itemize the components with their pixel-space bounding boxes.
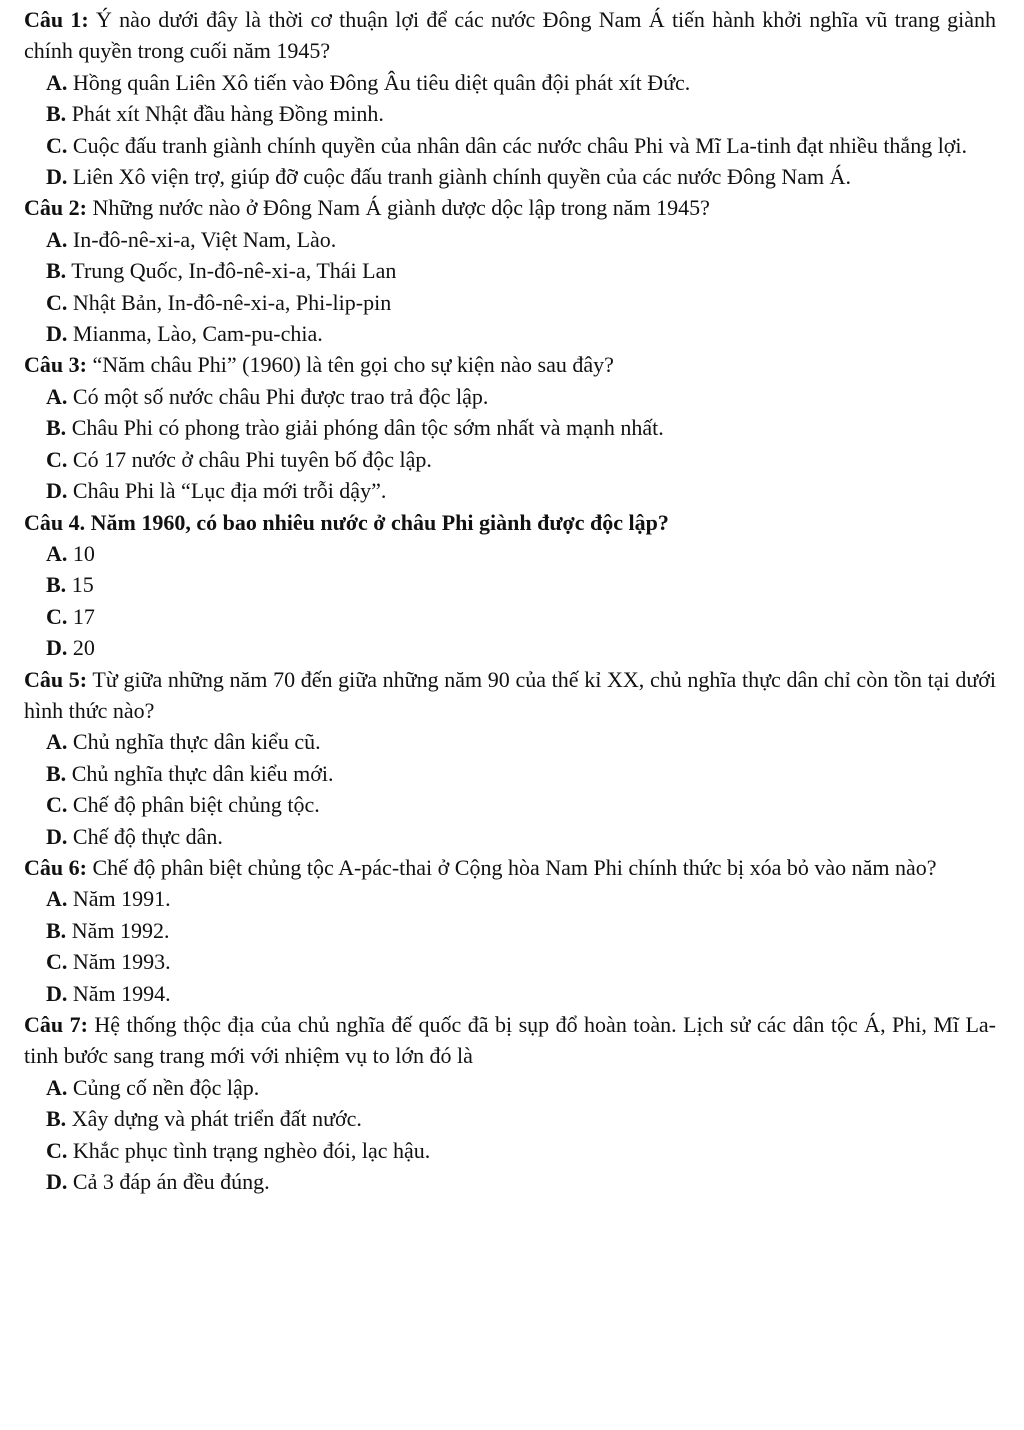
- question-text: Từ giữa những năm 70 đến giữa những năm 90 của thế kỉ XX, chủ nghĩa thực dân chỉ còn tồn tại dưới hình thức nào?: [24, 666, 996, 723]
- question-stem: [24, 349, 996, 380]
- answer-option-c: C. Năm 1993.: [46, 949, 171, 975]
- question-stem: [24, 852, 996, 883]
- answer-option-b: B. Châu Phi có phong trào giải phóng dân tộc sớm nhất và mạnh nhất.: [46, 415, 664, 441]
- question-text: Ý nào dưới đây là thời cơ thuận lợi để các nước Đông Nam Á tiến hành khởi nghĩa vũ trang giành chính quyền trong cuối năm 1945?: [24, 7, 997, 64]
- answer-option-b: B. Năm 1992.: [46, 917, 170, 943]
- answer-option-d: D. Chế độ thực dân.: [46, 823, 223, 849]
- answer-option-c: C. Khắc phục tình trạng nghèo đói, lạc hậu.: [46, 1137, 431, 1163]
- question-stem: [24, 192, 996, 223]
- answer-option-a: A. Chủ nghĩa thực dân kiểu cũ.: [46, 729, 321, 755]
- answer-option-b: B. 15: [46, 572, 94, 598]
- question-3: [24, 349, 996, 506]
- question-stem: [24, 4, 996, 67]
- question-label: Câu 7:: [24, 1012, 88, 1037]
- question-text: Chế độ phân biệt chủng tộc A-pác-thai ở Cộng hòa Nam Phi chính thức bị xóa bỏ vào năm nào?: [92, 854, 937, 880]
- answer-option-b: B. Chủ nghĩa thực dân kiểu mới.: [46, 760, 334, 786]
- answer-option-d: D. 20: [46, 635, 95, 661]
- question-5: [24, 664, 996, 852]
- question-stem: [24, 507, 996, 538]
- answer-option-a: A. Năm 1991.: [46, 886, 171, 912]
- question-stem: [24, 1009, 996, 1072]
- question-stem: [24, 664, 996, 727]
- question-label: Câu 1:: [24, 7, 89, 32]
- answer-option-d: D. Cả 3 đáp án đều đúng.: [46, 1169, 270, 1195]
- answer-option-a: A. 10: [46, 540, 95, 566]
- question-label: Câu 4.: [24, 509, 86, 535]
- question-label: Câu 5:: [24, 666, 88, 692]
- question-text: Hệ thống thộc địa của chủ nghĩa đế quốc đã bị sụp đổ hoàn toàn. Lịch sử các dân tộc Á, Phi, Mĩ La-tinh bước sang trang mới với nhiệm vụ to lớn đó là: [24, 1012, 997, 1069]
- question-7: [24, 1009, 996, 1197]
- answer-option-c: C. 17: [46, 603, 95, 629]
- answer-option-c: C. Có 17 nước ở châu Phi tuyên bố độc lập.: [46, 446, 432, 472]
- question-4: [24, 507, 996, 664]
- question-label: Câu 2:: [24, 195, 87, 221]
- question-6: [24, 852, 996, 1009]
- question-label: Câu 3:: [24, 352, 87, 378]
- answer-option-a: A. Củng cố nền độc lập.: [46, 1074, 260, 1100]
- question-text: Năm 1960, có bao nhiêu nước ở châu Phi giành được độc lập?: [90, 509, 669, 535]
- quiz-page: [24, 4, 996, 1197]
- answer-option-b: B. Phát xít Nhật đầu hàng Đồng minh.: [46, 101, 384, 127]
- answer-option-d: D. Mianma, Lào, Cam-pu-chia.: [46, 321, 323, 347]
- question-label: Câu 6:: [24, 854, 87, 880]
- question-text: Những nước nào ở Đông Nam Á giành dược dộc lập trong năm 1945?: [92, 195, 710, 221]
- answer-option-d: D. Châu Phi là “Lục địa mới trỗi dậy”.: [46, 478, 387, 504]
- answer-option-d: D. Liên Xô viện trợ, giúp đỡ cuộc đấu tranh giành chính quyền của các nước Đông Nam Á.: [46, 164, 851, 190]
- answer-option-c: C. Chế độ phân biệt chủng tộc.: [46, 792, 320, 818]
- answer-option-b: B. Xây dựng và phát triển đất nước.: [46, 1106, 362, 1132]
- answer-option-c: C. Nhật Bản, In-đô-nê-xi-a, Phi-lip-pin: [46, 289, 392, 315]
- answer-option-d: D. Năm 1994.: [46, 980, 171, 1006]
- question-1: [24, 4, 996, 192]
- answer-option-a: A. In-đô-nê-xi-a, Việt Nam, Lào.: [46, 226, 337, 252]
- question-text: “Năm châu Phi” (1960) là tên gọi cho sự kiện nào sau đây?: [92, 352, 614, 378]
- answer-option-a: A. Hồng quân Liên Xô tiến vào Đông Âu tiêu diệt quân đội phát xít Đức.: [46, 69, 691, 95]
- answer-option-b: B. Trung Quốc, In-đô-nê-xi-a, Thái Lan: [46, 258, 397, 284]
- answer-option-c: C. Cuộc đấu tranh giành chính quyền của nhân dân các nước châu Phi và Mĩ La-tinh đạt nhiều thắng lợi.: [46, 132, 968, 158]
- answer-option-a: A. Có một số nước châu Phi được trao trả độc lập.: [46, 383, 489, 409]
- question-2: [24, 192, 996, 349]
